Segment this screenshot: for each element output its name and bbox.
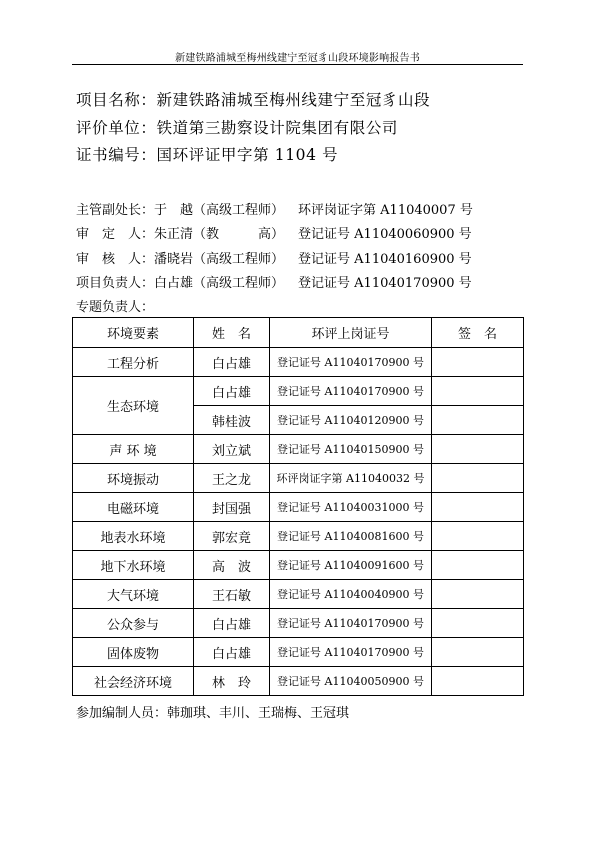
table-row (73, 348, 524, 377)
table-row (73, 551, 524, 580)
project-name-line (76, 88, 430, 110)
table-row (73, 580, 524, 609)
element-cell: 生态环境 (73, 377, 194, 435)
name-cell: 郭宏竟 (194, 522, 270, 551)
signature-cell (432, 551, 524, 580)
column-header-signature: 签 名 (432, 318, 524, 348)
element-cell: 电磁环境 (73, 493, 194, 522)
column-header-name: 姓 名 (194, 318, 270, 348)
element-cell: 环境振动 (73, 464, 194, 493)
signature-cell (432, 464, 524, 493)
name-cell: 白占雄 (194, 348, 270, 377)
cert-cell: 登记证号 A11040170900 号 (270, 638, 432, 667)
cert-cell: 登记证号 A11040050900 号 (270, 667, 432, 696)
name-cell: 韩桂波 (194, 406, 270, 435)
signature-cell (432, 435, 524, 464)
element-cell: 地表水环境 (73, 522, 194, 551)
name-cell: 王石敏 (194, 580, 270, 609)
signature-cell (432, 522, 524, 551)
column-header-cert: 环评上岗证号 (270, 318, 432, 348)
signature-cell (432, 493, 524, 522)
staff-name: 白占雄（高级工程师） (154, 276, 285, 291)
staff-cert: 登记证号 A11040060900 号 (298, 227, 472, 242)
signature-cell (432, 609, 524, 638)
element-cell: 社会经济环境 (73, 667, 194, 696)
element-cell: 大气环境 (73, 580, 194, 609)
table-row (73, 464, 524, 493)
evaluation-unit-value: 铁道第三勘察设计院集团有限公司 (156, 119, 399, 137)
name-cell: 封国强 (194, 493, 270, 522)
table-row (73, 522, 524, 551)
signature-cell (432, 638, 524, 667)
staff-name: 于 越（高级工程师） (154, 203, 285, 218)
cert-cell: 登记证号 A11040031000 号 (270, 493, 432, 522)
signature-cell (432, 667, 524, 696)
evaluation-unit-label: 评价单位： (76, 119, 157, 137)
table-row (73, 667, 524, 696)
element-cell: 固体废物 (73, 638, 194, 667)
signature-cell (432, 580, 524, 609)
table-row (73, 609, 524, 638)
cert-cell: 登记证号 A11040091600 号 (270, 551, 432, 580)
table-row (73, 638, 524, 667)
certificate-number-value: 国环评证甲字第 1104 号 (156, 146, 339, 164)
participants-label: 参加编制人员： (76, 706, 168, 721)
participants-value: 韩珈琪、丰川、王瑞梅、王冠琪 (167, 706, 350, 721)
element-cell: 公众参与 (73, 609, 194, 638)
header-rule (72, 64, 523, 65)
element-cell: 地下水环境 (73, 551, 194, 580)
staff-cert: 登记证号 A11040160900 号 (298, 252, 472, 267)
signature-cell (432, 406, 524, 435)
staff-role: 审 核 人： (76, 252, 155, 267)
staff-role: 主管副处长： (76, 203, 155, 218)
cert-cell: 登记证号 A11040170900 号 (270, 609, 432, 638)
project-name-label: 项目名称： (76, 91, 157, 109)
element-cell: 声 环 境 (73, 435, 194, 464)
staff-name: 朱正清（教 高） (154, 227, 285, 242)
participants-line (76, 702, 349, 721)
staff-cert: 环评岗证字第 A11040007 号 (298, 203, 473, 218)
signature-cell (432, 377, 524, 406)
certificate-number-line (76, 143, 338, 165)
name-cell: 白占雄 (194, 609, 270, 638)
cert-cell: 登记证号 A11040081600 号 (270, 522, 432, 551)
cert-cell: 环评岗证字第 A11040032 号 (270, 464, 432, 493)
topic-leads-table (72, 317, 524, 696)
cert-cell: 登记证号 A11040120900 号 (270, 406, 432, 435)
table-row (73, 493, 524, 522)
staff-line-director (76, 199, 473, 218)
cert-cell: 登记证号 A11040170900 号 (270, 377, 432, 406)
table-header-row (73, 318, 524, 348)
element-cell: 工程分析 (73, 348, 194, 377)
cert-cell: 登记证号 A11040040900 号 (270, 580, 432, 609)
table-row (73, 377, 524, 406)
name-cell: 刘立斌 (194, 435, 270, 464)
staff-name: 潘晓岩（高级工程师） (154, 252, 285, 267)
staff-line-reviewer (76, 248, 472, 267)
column-header-element: 环境要素 (73, 318, 194, 348)
signature-cell (432, 348, 524, 377)
certificate-number-label: 证书编号： (76, 146, 157, 164)
topic-leads-label: 专题负责人： (76, 300, 155, 315)
evaluation-unit-line (76, 116, 398, 138)
running-header: 新建铁路浦城至梅州线建宁至冠豸山段环境影响报告书 (175, 53, 420, 64)
name-cell: 林 玲 (194, 667, 270, 696)
name-cell: 高 波 (194, 551, 270, 580)
name-cell: 白占雄 (194, 638, 270, 667)
staff-line-project-lead (76, 272, 472, 291)
cert-cell: 登记证号 A11040150900 号 (270, 435, 432, 464)
table-row (73, 435, 524, 464)
cert-cell: 登记证号 A11040170900 号 (270, 348, 432, 377)
name-cell: 白占雄 (194, 377, 270, 406)
staff-role: 项目负责人： (76, 276, 155, 291)
project-name-value: 新建铁路浦城至梅州线建宁至冠豸山段 (156, 91, 431, 109)
name-cell: 王之龙 (194, 464, 270, 493)
staff-cert: 登记证号 A11040170900 号 (298, 276, 472, 291)
staff-role: 审 定 人： (76, 227, 155, 242)
staff-line-approver (76, 223, 472, 242)
